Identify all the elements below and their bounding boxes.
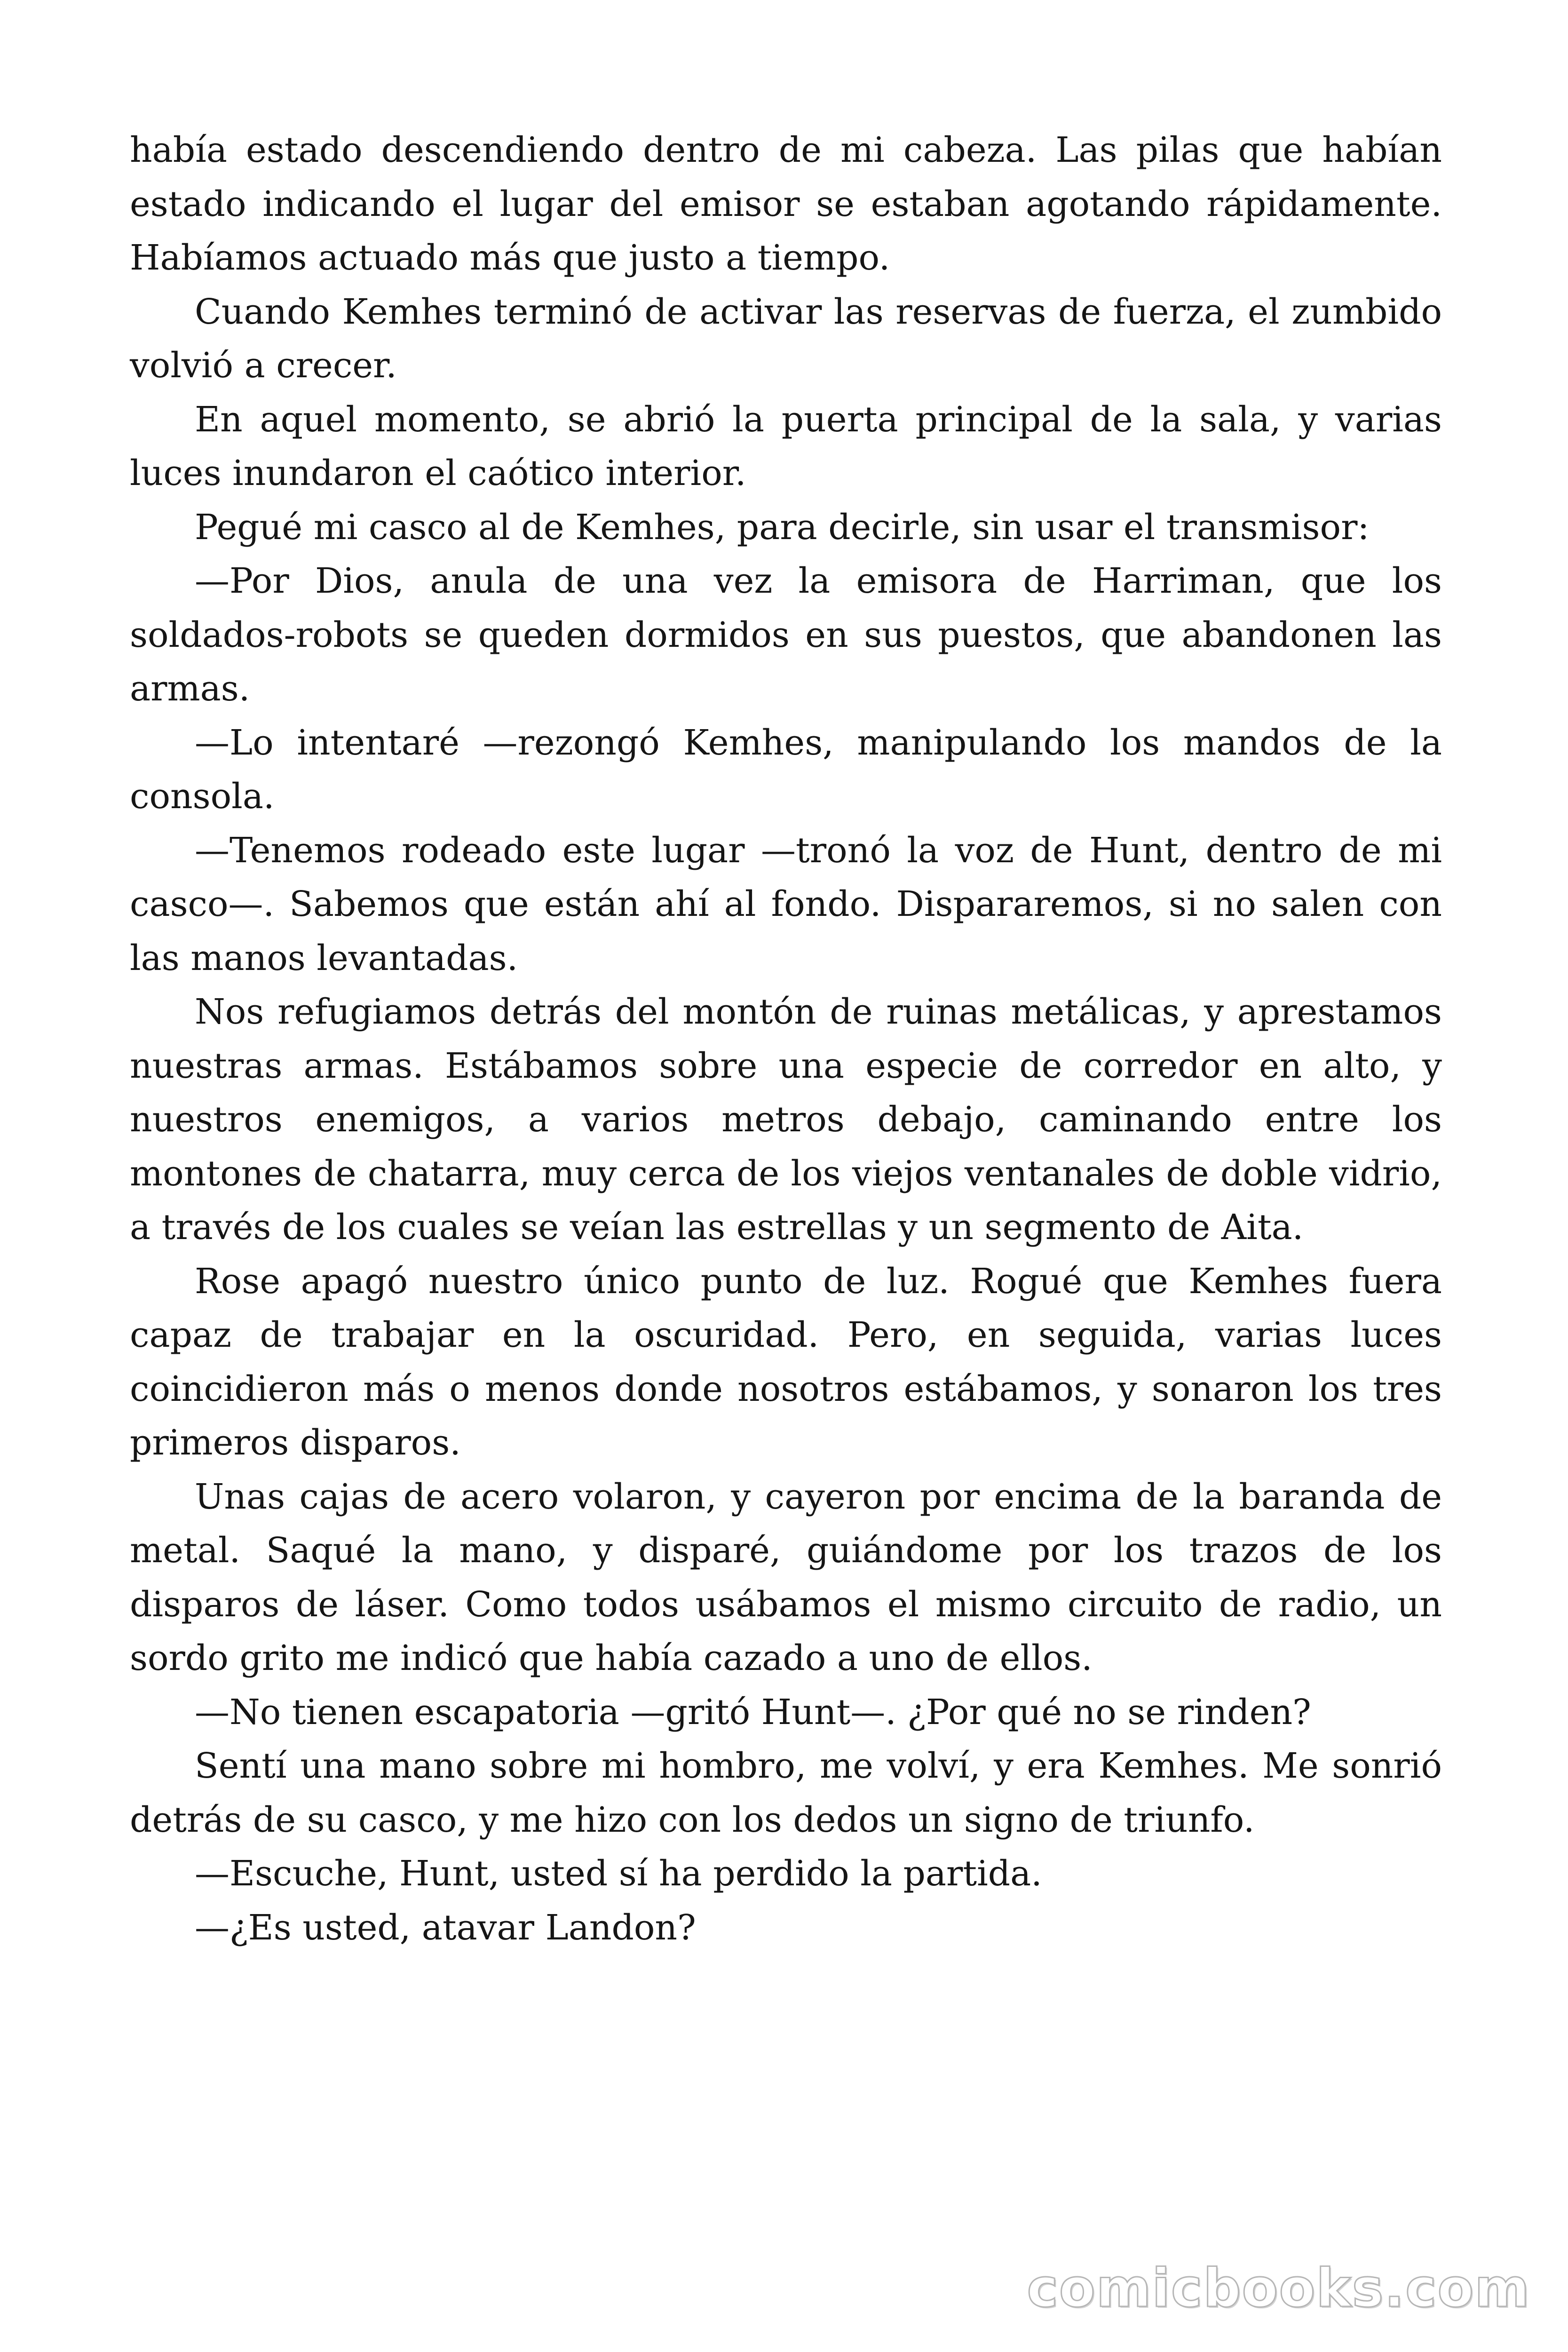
paragraph-11: —No tienen escapatoria —gritó Hunt—. ¿Por qué no se rinden? xyxy=(195,1692,1311,1732)
paragraph-8: Nos refugiamos detrás del montón de ruinas metálicas, y aprestamos nuestras armas. Estábamos sobre una especie de corredor en alto, y nuestros enemigos, a varios metros debajo, caminando entre los montones de chatarra, muy cerca de los viejos ventanales de doble vidrio, a través de los cuales se veían las estrellas y un segmento de Aita. xyxy=(130,992,1442,1248)
paragraph-5: —Por Dios, anula de una vez la emisora de Harriman, que los soldados-robots se queden dormidos en sus puestos, que abandonen las armas. xyxy=(130,561,1442,709)
paragraph-9: Rose apagó nuestro único punto de luz. Rogué que Kemhes fuera capaz de trabajar en la oscuridad. Pero, en seguida, varias luces coincidieron más o menos donde nosotros estábamos, y sonaron los tres primeros disparos. xyxy=(130,1261,1442,1463)
paragraph-13: —Escuche, Hunt, usted sí ha perdido la partida. xyxy=(195,1853,1042,1894)
paragraph-14: —¿Es usted, atavar Landon? xyxy=(195,1907,696,1948)
paragraph-10: Unas cajas de acero volaron, y cayeron por encima de la baranda de metal. Saqué la mano, y disparé, guiándome por los trazos de los disparos de láser. Como todos usábamos el mismo circuito de radio, un sordo grito me indicó que había cazado a uno de ellos. xyxy=(130,1476,1442,1678)
site-watermark: comicbooks.com xyxy=(1027,2258,1530,2319)
book-page-text xyxy=(130,123,1442,1955)
paragraph-1: había estado descendiendo dentro de mi cabeza. Las pilas que habían estado indicando el lugar del emisor se estaban agotando rápidamente. Habíamos actuado más que justo a tiempo. xyxy=(130,130,1442,278)
paragraph-7: —Tenemos rodeado este lugar —tronó la voz de Hunt, dentro de mi casco—. Sabemos que están ahí al fondo. Dispararemos, si no salen con las manos levantadas. xyxy=(130,830,1442,978)
paragraph-4: Pegué mi casco al de Kemhes, para decirle, sin usar el transmisor: xyxy=(195,507,1370,548)
paragraph-3: En aquel momento, se abrió la puerta principal de la sala, y varias luces inundaron el caótico interior. xyxy=(130,399,1442,493)
paragraph-6: —Lo intentaré —rezongó Kemhes, manipulando los mandos de la consola. xyxy=(130,722,1442,817)
paragraph-12: Sentí una mano sobre mi hombro, me volví, y era Kemhes. Me sonrió detrás de su casco, y me hizo con los dedos un signo de triunfo. xyxy=(130,1746,1442,1840)
paragraph-2: Cuando Kemhes terminó de activar las reservas de fuerza, el zumbido volvió a crecer. xyxy=(130,291,1442,386)
